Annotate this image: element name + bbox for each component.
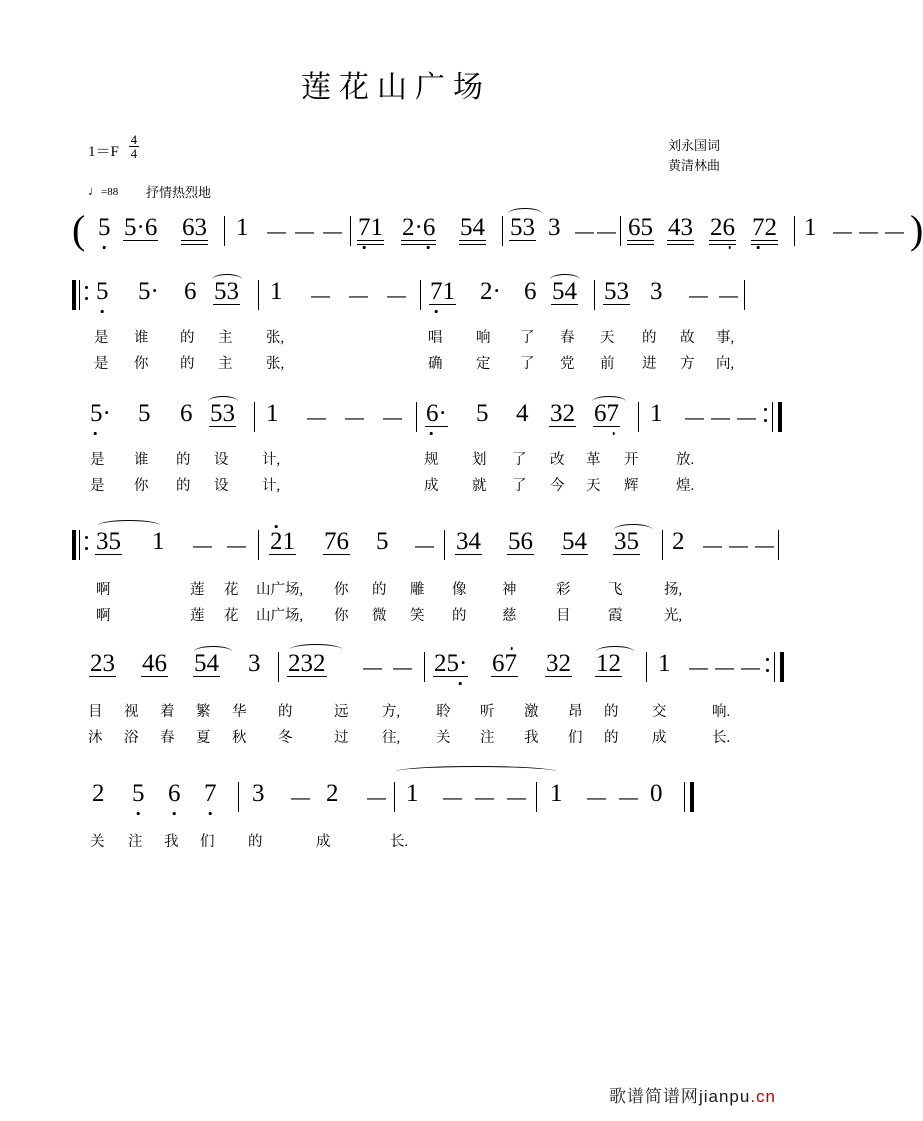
lyric-syllable: 规 xyxy=(424,452,439,468)
barline xyxy=(536,782,537,812)
repeat-start-thick xyxy=(72,530,76,560)
lyric-syllable: 你 xyxy=(334,608,349,624)
lyric-syllable: 过 xyxy=(334,730,349,746)
note: 6 xyxy=(168,780,181,808)
lyric-syllable: 放. xyxy=(676,452,695,468)
lyric-syllable: 莲 xyxy=(190,608,205,624)
lyric-syllable: 计, xyxy=(262,478,281,494)
lyric-syllable: 春 xyxy=(560,330,575,346)
lyric-syllable: 目 xyxy=(556,608,571,624)
note: － xyxy=(346,285,372,312)
lyric-syllable: 了 xyxy=(520,330,535,346)
barline xyxy=(350,216,351,246)
system-intro xyxy=(72,207,923,258)
note-row xyxy=(72,650,764,694)
note: － xyxy=(752,535,778,562)
lyric-syllable: 党 xyxy=(560,356,575,372)
note: 53 xyxy=(214,278,239,305)
note: － xyxy=(304,407,330,434)
note: 6 xyxy=(180,400,193,427)
lyric-syllable: 啊 xyxy=(96,608,111,624)
note: － xyxy=(708,407,734,434)
note: 54 xyxy=(562,528,587,555)
note: 5 xyxy=(96,278,109,306)
note: 76 xyxy=(324,528,349,555)
watermark xyxy=(609,1082,776,1107)
note: 71 xyxy=(358,214,383,242)
note: 35 xyxy=(614,528,639,555)
lyric-syllable: 是 xyxy=(94,330,109,346)
system-coda xyxy=(72,780,732,854)
note: 2 xyxy=(326,780,339,807)
note: － xyxy=(856,221,882,248)
lyric-syllable: 光, xyxy=(664,608,683,624)
intro-close-paren: ) xyxy=(910,207,923,252)
note: 63 xyxy=(182,214,207,241)
lyric-syllable: 春 xyxy=(160,730,175,746)
barline xyxy=(416,402,417,432)
lyric-syllable: 我 xyxy=(524,730,539,746)
note: 54 xyxy=(460,214,485,241)
final-barline-thin xyxy=(684,782,685,812)
lyric-syllable: 是 xyxy=(90,452,105,468)
time-signature-denominator: 4 xyxy=(130,146,138,161)
lyric-syllable: 是 xyxy=(90,478,105,494)
lyric-syllable: 视 xyxy=(124,704,139,720)
note: 12 xyxy=(596,650,621,677)
lyric-syllable: 冬 xyxy=(278,730,293,746)
watermark-url: jianpu xyxy=(698,1087,751,1106)
lyric-syllable: 方, xyxy=(382,704,401,720)
lyric-syllable: 我 xyxy=(164,834,179,850)
credits xyxy=(668,136,720,175)
lyric-syllable: 谁 xyxy=(134,330,149,346)
lyric-syllable: 张, xyxy=(266,356,285,372)
repeat-dots xyxy=(85,536,89,554)
lyric-syllable: 激 xyxy=(524,704,539,720)
note-row xyxy=(72,528,778,572)
lyric-syllable: 们 xyxy=(568,730,583,746)
composer: 黄清林曲 xyxy=(667,157,720,173)
barline xyxy=(420,280,421,310)
lyric-syllable: 雕 xyxy=(410,582,425,598)
note: 23 xyxy=(90,650,115,677)
note: 26 xyxy=(710,214,735,242)
intro-open-paren: ( xyxy=(72,207,86,252)
lyric-syllable: 设 xyxy=(214,452,229,468)
lyric-syllable: 的 xyxy=(642,330,657,346)
note: 67 xyxy=(594,400,619,428)
lyric-syllable: 神 xyxy=(502,582,517,598)
lyric-syllable: 向, xyxy=(716,356,735,372)
note: － xyxy=(360,657,386,684)
note: 5· xyxy=(138,278,159,305)
note: － xyxy=(572,221,598,248)
lyric-syllable: 们 xyxy=(200,834,215,850)
lyric-syllable: 长. xyxy=(712,730,731,746)
lyric-syllable: 天 xyxy=(586,478,601,494)
lyric-syllable: 就 xyxy=(472,478,487,494)
lyric-syllable: 的 xyxy=(176,478,191,494)
tempo-value: =88 xyxy=(101,186,119,198)
note: － xyxy=(320,221,346,248)
tempo-marking xyxy=(88,183,118,199)
lyric-syllable: 飞 xyxy=(608,582,623,598)
time-signature-numerator: 4 xyxy=(130,132,138,147)
key-signature-text: 1＝F xyxy=(88,144,119,160)
lyric-syllable: 革 xyxy=(586,452,601,468)
expression-marking: 抒情热烈地 xyxy=(146,185,212,200)
barline xyxy=(424,652,425,682)
repeat-start-thick xyxy=(72,280,76,310)
note: 34 xyxy=(456,528,481,555)
note: 2·6 xyxy=(402,214,435,242)
note: － xyxy=(616,787,642,814)
page-title: 莲花山广场 xyxy=(301,71,491,104)
system-chorus-1 xyxy=(72,528,778,628)
note: 6 xyxy=(184,278,197,305)
lyric-syllable: 花 xyxy=(224,608,239,624)
note: － xyxy=(830,221,856,248)
note: 46 xyxy=(142,650,167,677)
lyric-syllable: 繁 xyxy=(196,704,211,720)
note: － xyxy=(734,407,760,434)
note: 35 xyxy=(96,528,121,555)
repeat-dots xyxy=(764,408,768,426)
barline xyxy=(620,216,621,246)
lyric-syllable: 了 xyxy=(512,452,527,468)
lyric-row-2 xyxy=(72,726,732,750)
lyric-syllable: 的 xyxy=(372,582,387,598)
barline xyxy=(444,530,445,560)
lyric-syllable: 了 xyxy=(512,478,527,494)
note: 67 xyxy=(492,650,517,678)
lyric-syllable: 成 xyxy=(316,834,331,850)
watermark-tld: .cn xyxy=(750,1087,776,1106)
note: 32 xyxy=(550,400,575,427)
system-chorus-2 xyxy=(72,650,764,750)
note: 1 xyxy=(650,400,663,427)
lyric-syllable: 你 xyxy=(334,582,349,598)
note: － xyxy=(342,407,368,434)
lyric-syllable: 着 xyxy=(160,704,175,720)
lyric-syllable: 成 xyxy=(424,478,439,494)
note-row xyxy=(72,278,742,322)
note: 3 xyxy=(650,278,663,305)
note: 54 xyxy=(194,650,219,677)
barline xyxy=(594,280,595,310)
lyric-syllable: 了 xyxy=(520,356,535,372)
barline xyxy=(744,280,745,310)
slur xyxy=(396,766,556,777)
note: 3 xyxy=(248,650,261,677)
note: 5 xyxy=(138,400,151,427)
lyric-syllable: 开 xyxy=(624,452,639,468)
lyric-syllable: 远 xyxy=(334,704,349,720)
lyric-syllable: 故 xyxy=(680,330,695,346)
barline xyxy=(278,652,279,682)
note: 43 xyxy=(668,214,693,241)
repeat-end-thick xyxy=(778,402,782,432)
barline xyxy=(258,280,259,310)
lyric-syllable: 确 xyxy=(428,356,443,372)
barline xyxy=(394,782,395,812)
lyric-syllable: 聆 xyxy=(436,704,451,720)
lyric-row-2 xyxy=(72,352,735,376)
note: 3 xyxy=(548,214,561,241)
note: 0 xyxy=(650,780,663,807)
note: 1 xyxy=(550,780,563,807)
system-verse-2 xyxy=(72,400,760,498)
note: － xyxy=(292,221,318,248)
lyric-row-1 xyxy=(72,700,732,724)
note: 2 xyxy=(92,780,105,807)
barline xyxy=(778,530,779,560)
time-signature xyxy=(129,133,140,160)
lyric-syllable: 的 xyxy=(176,452,191,468)
lyric-syllable: 主 xyxy=(218,330,233,346)
note-row xyxy=(72,207,923,258)
note: 72 xyxy=(752,214,777,242)
lyric-syllable: 的 xyxy=(604,730,619,746)
note: 56 xyxy=(508,528,533,555)
note: － xyxy=(288,787,314,814)
lyric-syllable: 设 xyxy=(214,478,229,494)
lyric-syllable: 关 xyxy=(90,834,105,850)
lyric-syllable: 进 xyxy=(642,356,657,372)
repeat-end-thin xyxy=(774,652,775,682)
lyric-syllable: 霞 xyxy=(608,608,623,624)
lyric-syllable: 山广场, xyxy=(256,582,304,598)
lyric-syllable: 昂 xyxy=(568,704,583,720)
barline xyxy=(502,216,503,246)
note: 232 xyxy=(288,650,326,677)
lyric-syllable: 的 xyxy=(248,834,263,850)
lyric-syllable: 莲 xyxy=(190,582,205,598)
note: － xyxy=(264,221,290,248)
note: － xyxy=(700,535,726,562)
note: 2 xyxy=(672,528,685,555)
note: － xyxy=(738,657,764,684)
note: 25· xyxy=(434,650,467,678)
lyric-syllable: 计, xyxy=(262,452,281,468)
note: 5·6 xyxy=(124,214,158,241)
lyric-syllable: 谁 xyxy=(134,452,149,468)
note: － xyxy=(308,285,334,312)
lyric-syllable: 华 xyxy=(232,704,247,720)
lyric-syllable: 成 xyxy=(652,730,667,746)
lyric-syllable: 的 xyxy=(604,704,619,720)
lyric-syllable: 改 xyxy=(550,452,565,468)
note: － xyxy=(882,221,908,248)
lyric-syllable: 主 xyxy=(218,356,233,372)
repeat-dots xyxy=(85,286,89,304)
lyric-row-1 xyxy=(72,578,732,602)
lyric-syllable: 沐 xyxy=(88,730,103,746)
note: － xyxy=(726,535,752,562)
note: － xyxy=(390,657,416,684)
note: 1 xyxy=(658,650,671,677)
lyric-syllable: 像 xyxy=(452,582,467,598)
repeat-dots xyxy=(766,658,770,676)
note: － xyxy=(224,535,250,562)
lyric-syllable: 响. xyxy=(712,704,731,720)
lyric-syllable: 的 xyxy=(180,330,195,346)
lyric-syllable: 微 xyxy=(372,608,387,624)
lyric-syllable: 定 xyxy=(476,356,491,372)
note: 5 xyxy=(376,528,389,555)
note: 1 xyxy=(804,214,817,241)
lyric-syllable: 的 xyxy=(278,704,293,720)
lyric-syllable: 山广场, xyxy=(256,608,304,624)
barline xyxy=(662,530,663,560)
note: 32 xyxy=(546,650,571,677)
note: 6· xyxy=(426,400,447,428)
note: 54 xyxy=(552,278,577,305)
lyric-syllable: 目 xyxy=(88,704,103,720)
note: － xyxy=(364,787,390,814)
note: 5 xyxy=(132,780,145,808)
lyric-syllable: 煌. xyxy=(676,478,695,494)
lyric-syllable: 长. xyxy=(390,834,409,850)
watermark-site-name: 歌谱简谱网 xyxy=(608,1087,699,1106)
note: 1 xyxy=(152,528,165,555)
lyric-syllable: 划 xyxy=(472,452,487,468)
barline xyxy=(238,782,239,812)
lyric-syllable: 秋 xyxy=(232,730,247,746)
note: 1 xyxy=(236,214,249,241)
note: － xyxy=(472,787,498,814)
lyric-syllable: 张, xyxy=(266,330,285,346)
note: 4 xyxy=(516,400,529,427)
lyric-syllable: 是 xyxy=(94,356,109,372)
note: － xyxy=(584,787,610,814)
lyric-row-1 xyxy=(72,830,732,854)
note: 1 xyxy=(266,400,279,427)
note: 5 xyxy=(98,214,111,242)
barline xyxy=(638,402,639,432)
lyric-syllable: 前 xyxy=(600,356,615,372)
lyric-syllable: 你 xyxy=(134,478,149,494)
note: － xyxy=(686,285,712,312)
lyric-syllable: 方 xyxy=(680,356,695,372)
note: － xyxy=(712,657,738,684)
lyric-syllable: 彩 xyxy=(556,582,571,598)
note: 6 xyxy=(524,278,537,305)
lyric-syllable: 关 xyxy=(436,730,451,746)
tempo-note-icon: ♩ xyxy=(88,183,101,198)
note: 65 xyxy=(628,214,653,241)
lyric-syllable: 今 xyxy=(550,478,565,494)
lyric-syllable: 浴 xyxy=(124,730,139,746)
lyric-row-2 xyxy=(72,604,732,628)
note: 2· xyxy=(480,278,501,305)
lyric-row-1 xyxy=(72,448,732,472)
lyric-syllable: 慈 xyxy=(502,608,517,624)
lyric-syllable: 的 xyxy=(180,356,195,372)
note: － xyxy=(440,787,466,814)
barline xyxy=(794,216,795,246)
barline xyxy=(254,402,255,432)
note: － xyxy=(412,535,438,562)
lyric-syllable: 笑 xyxy=(410,608,425,624)
lyric-row-2 xyxy=(72,474,732,498)
note: 21 xyxy=(270,528,295,556)
note: 53 xyxy=(604,278,629,305)
note: 1 xyxy=(406,780,419,807)
repeat-start-thin xyxy=(79,530,80,560)
note: 7 xyxy=(204,780,217,808)
lyric-syllable: 花 xyxy=(224,582,239,598)
lyric-syllable: 扬, xyxy=(664,582,683,598)
lyric-syllable: 你 xyxy=(134,356,149,372)
lyric-syllable: 响 xyxy=(476,330,491,346)
note-row xyxy=(72,400,760,444)
note: － xyxy=(190,535,216,562)
lyric-syllable: 往, xyxy=(382,730,401,746)
note: 5· xyxy=(90,400,111,428)
note: － xyxy=(686,657,712,684)
barline xyxy=(258,530,259,560)
note: 3 xyxy=(252,780,265,807)
note: － xyxy=(716,285,742,312)
final-barline-thick xyxy=(690,782,694,812)
lyric-syllable: 啊 xyxy=(96,582,111,598)
lyric-syllable: 交 xyxy=(652,704,667,720)
note: － xyxy=(384,285,410,312)
note: 53 xyxy=(210,400,235,427)
lyric-syllable: 天 xyxy=(600,330,615,346)
system-verse-1 xyxy=(72,278,742,376)
barline xyxy=(646,652,647,682)
lyric-syllable: 夏 xyxy=(196,730,211,746)
lyric-syllable: 的 xyxy=(452,608,467,624)
note: 71 xyxy=(430,278,455,306)
lyric-row-1 xyxy=(72,326,735,350)
lyric-syllable: 事, xyxy=(716,330,735,346)
repeat-end-thick xyxy=(780,652,784,682)
note: 1 xyxy=(270,278,283,305)
note: 5 xyxy=(476,400,489,427)
lyric-syllable: 辉 xyxy=(624,478,639,494)
note: － xyxy=(380,407,406,434)
repeat-end-thin xyxy=(772,402,773,432)
barline xyxy=(224,216,225,246)
lyric-syllable: 注 xyxy=(480,730,495,746)
lyric-syllable: 听 xyxy=(480,704,495,720)
note: － xyxy=(504,787,530,814)
repeat-start-thin xyxy=(79,280,80,310)
note: 53 xyxy=(510,214,535,241)
note: － xyxy=(682,407,708,434)
lyric-syllable: 注 xyxy=(128,834,143,850)
key-signature xyxy=(88,133,139,161)
lyricist: 刘永国词 xyxy=(667,138,720,153)
note-row xyxy=(72,780,732,824)
note: － xyxy=(594,221,620,248)
lyric-syllable: 唱 xyxy=(428,330,443,346)
